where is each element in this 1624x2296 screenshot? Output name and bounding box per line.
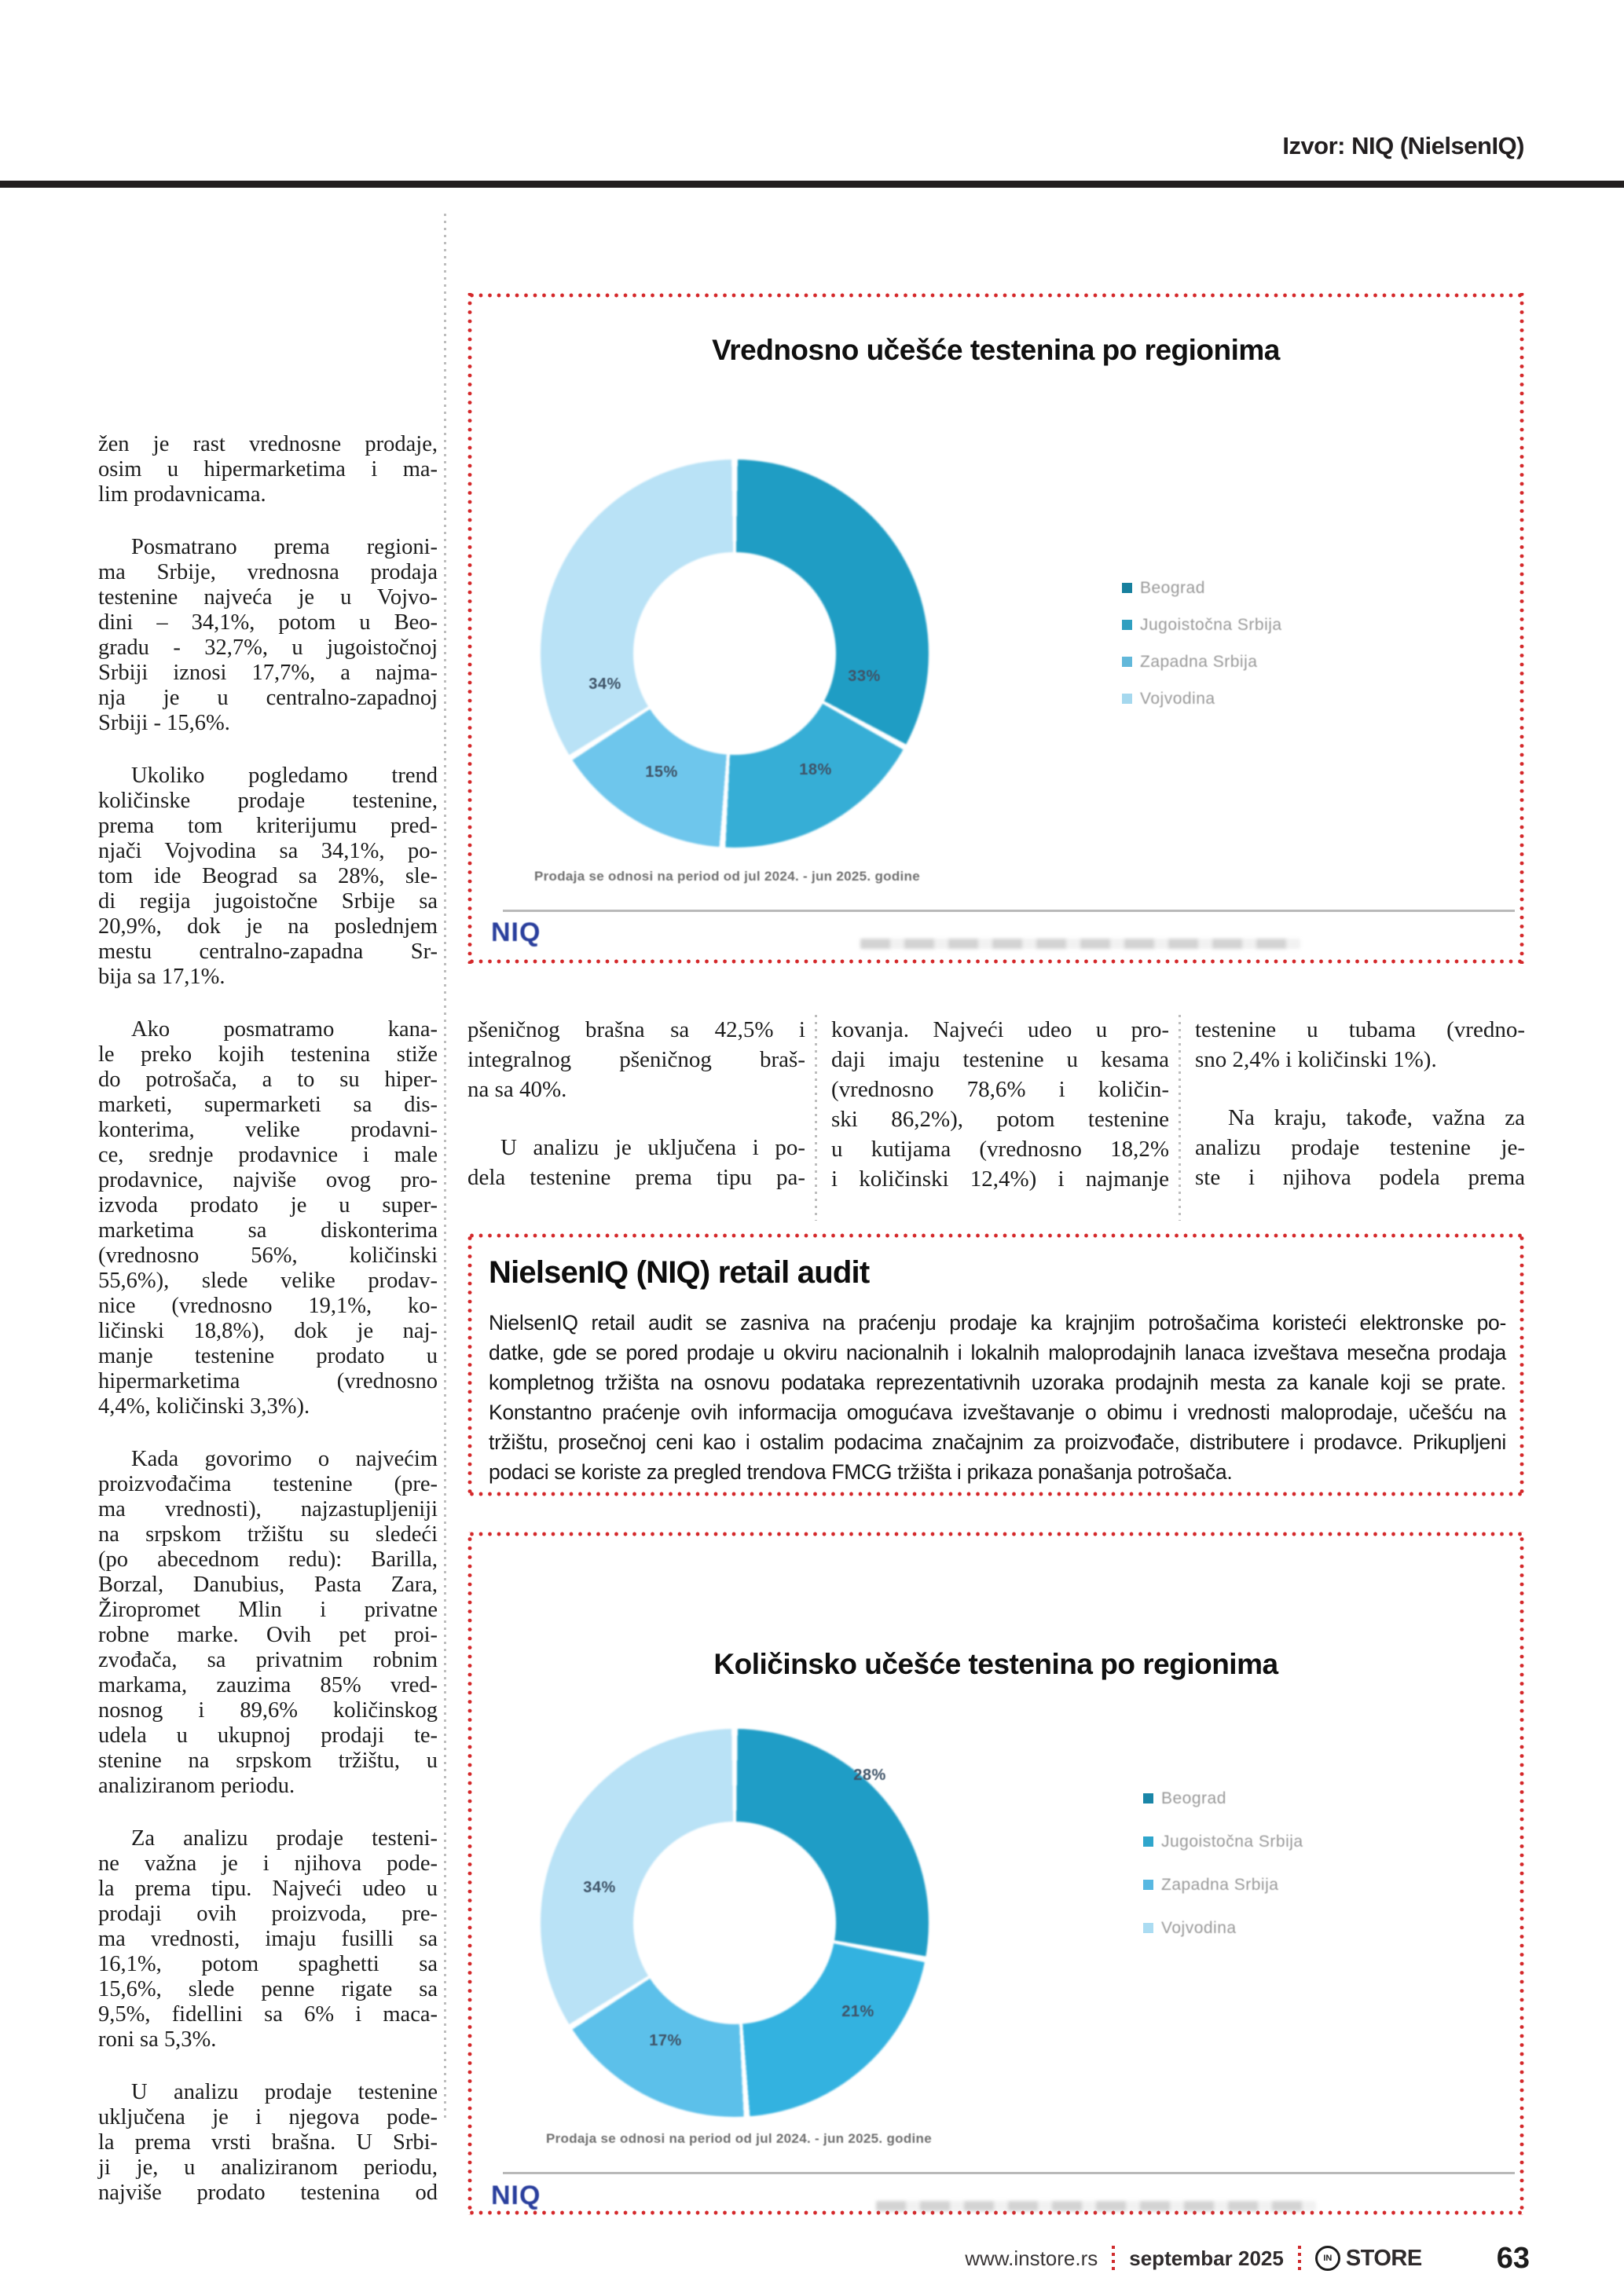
- left-text-column: žen je rast vrednosne prodaje, osim u hipermarketima i ma- lim prodavnicama. Posmatrano prema regioni- ma Srbije, vrednosna prodaja testenine najveća je u Vojvo- dini – 34,1%, potom u Beo- gradu - 32,7%, u jugoistočnoj Srbiji iznosi 17,7%, a najma- nja je u centralno-zapadnoj Srbiji - 15,6%. Ukoliko pogledamo trend količinske prodaje testenine, prema tom kriterijumu pred- njači Vojvodina sa 34,1%, po- tom ide Beograd sa 28%, sle- di regija jugoistočne Srbije sa 20,9%, dok je na poslednjem mestu centralno-zapadna Sr- bija sa 17,1%. Ako posmatramo kana- le preko kojih testenina stiže do potrošača, a to su hiper- marketi, supermarketi sa dis- konterima, velike prodavni- ce, srednje prodavnice i male prodavnice, najviše ovog pro- izvoda prodato je u super- marketima sa diskonterima (vrednosno 56%, količinski 55,6%), slede velike prodav- nice (vrednosno 19,1%, ko- ličinski 18,8%), dok je naj- manje testenine prodato u hipermarketima (vrednosno 4,4%, količinski 3,3%). Kada govorimo o najvećim proizvođačima testenine (pre- ma vrednosti), najzastupljeniji na srpskom tržištu su sledeći (po abecednom redu): Barilla, Borzal, Danubius, Pasta Zara, Žiropromet Mlin i privatne robne marke. Ovih pet proi- zvođača, sa privatnim robnim markama, zauzima 85% vred- nosnog i 89,6% količinskog udela u ukupnoj prodaji te- stenine na srpskom tržištu, u analiziranom periodu. Za analizu prodaje testeni- ne važna je i njihova pode- la prema tipu. Najveći udeo u prodaji ovih proizvoda, pre- ma vrednosti, imaju fusilli sa 16,1%, potom spaghetti sa 15,6%, slede penne rigate sa 9,5%, fidellini sa 6% i maca- roni sa 5,3%. U analizu prodaje testenine uključena je i njegova pode- la prema vrsti brašna. U Srbi- ji je, u analiziranom periodu, najviše prodato testenina od: [98, 432, 438, 2205]
- chart-title: Vrednosno učešće testenina po regionima: [712, 334, 1280, 366]
- legend-swatch: [1122, 694, 1132, 704]
- legend-item: [1122, 643, 1282, 680]
- footer-red-dotted-separator: [1298, 2246, 1301, 2271]
- footer-red-dotted-separator: [1112, 2246, 1115, 2271]
- chart-rule: [503, 2172, 1515, 2174]
- page-number: 63: [1496, 2241, 1530, 2275]
- legend-item: [1143, 1906, 1303, 1950]
- dotted-border-bottom: [467, 959, 1524, 964]
- slice-label-jugoistocna: 18%: [799, 761, 832, 778]
- legend-label: Beograd: [1161, 1789, 1226, 1807]
- dotted-border-left: [467, 1233, 472, 1496]
- legend-swatch: [1143, 1923, 1153, 1933]
- legend-label: Vojvodina: [1161, 1918, 1237, 1937]
- legend-item: [1122, 680, 1282, 717]
- instore-logo-store: STORE: [1345, 2245, 1422, 2271]
- slice-label-vojvodina: 34%: [588, 676, 621, 693]
- donut-chart: [541, 460, 929, 848]
- middle-text-column-2: kovanja. Najveći udeo u pro- daji imaju testenine u kesama (vrednosno 78,6% i količin- ski 86,2%), potom testenine u kutijama (vrednosno 18,2% i količinski 12,4%) i najmanje: [831, 1017, 1169, 1192]
- legend-label: Zapadna Srbija: [1140, 652, 1258, 671]
- chart-legend: [1122, 569, 1282, 717]
- source-label: Izvor: NIQ (NielsenIQ): [1282, 132, 1524, 159]
- fine-print-smudge: [860, 939, 1300, 949]
- legend-swatch: [1143, 1836, 1153, 1847]
- legend-item: [1122, 569, 1282, 606]
- header-rule: [0, 181, 1624, 188]
- column-divider: [815, 1015, 817, 1221]
- slice-label-zapadna: 15%: [645, 764, 678, 781]
- niq-logo: NIQ: [491, 2181, 541, 2210]
- legend-swatch: [1122, 620, 1132, 630]
- fine-print-smudge: [876, 2201, 1316, 2211]
- dotted-border-top: [467, 293, 1524, 298]
- column-divider: [1179, 1015, 1181, 1221]
- dotted-border-top: [467, 1233, 1524, 1238]
- dotted-border-right: [1520, 293, 1524, 964]
- dotted-border-right: [1520, 1532, 1524, 2215]
- chart-caption: Prodaja se odnosi na period od jul 2024. - jun 2025. godine: [546, 2131, 932, 2146]
- instore-logo-in-circle: IN: [1315, 2246, 1340, 2271]
- slice-label-beograd: 28%: [853, 1767, 886, 1784]
- legend-swatch: [1122, 657, 1132, 667]
- volume-share-chart-box: [467, 1532, 1524, 2215]
- dotted-border-top: [467, 1532, 1524, 1536]
- dotted-border-bottom: [467, 1492, 1524, 1496]
- niq-logo: NIQ: [491, 917, 541, 947]
- dotted-border-right: [1520, 1233, 1524, 1496]
- legend-label: Jugoistočna Srbija: [1161, 1832, 1303, 1851]
- instore-logo: [1315, 2246, 1422, 2272]
- donut-hole: [633, 552, 836, 755]
- column-divider: [444, 214, 446, 2122]
- audit-box-title: NielsenIQ (NIQ) retail audit: [489, 1255, 870, 1290]
- legend-item: [1143, 1820, 1303, 1863]
- value-share-chart-box: [467, 293, 1524, 964]
- legend-swatch: [1143, 1880, 1153, 1890]
- dotted-border-left: [467, 293, 472, 964]
- chart-legend: [1143, 1777, 1303, 1950]
- slice-label-beograd: 33%: [848, 668, 881, 685]
- chart-title: Količinsko učešće testenina po regionima: [713, 1648, 1278, 1680]
- legend-swatch: [1143, 1793, 1153, 1803]
- legend-label: Jugoistočna Srbija: [1140, 615, 1282, 634]
- middle-text-column-3: testenine u tubama (vredno- sno 2,4% i količinski 1%). Na kraju, takođe, važna za analizu prodaje testenine je- ste i njihova podela prema: [1195, 1017, 1525, 1190]
- nielseniq-audit-box: [467, 1233, 1524, 1496]
- audit-box-body: NielsenIQ retail audit se zasniva na praćenju prodaje ka krajnjim potrošačima koristeći elektronske po- datke, gde se pored prodaje u okviru nacionalnih i lokalnih maloprodajnih lanaca izveštava mesečna prodaja kompletnog tržišta na osnovu podataka reprezentativnih uzoraka prodajnih mesta za kanale koji se prate. Konstantno praćenje ovih informacija omogućava izveštavanje o obimu i vrednosti maloprodaje, učešću na tržištu, prosečnoj ceni kao i ostalim podacima značajnim za proizvođače, distributere i prodavce. Prikupljeni podaci se koriste za pregled trendova FMCG tržišta i prikaza ponašanja potrošača.: [489, 1311, 1506, 1484]
- legend-item: [1122, 606, 1282, 643]
- legend-label: Vojvodina: [1140, 689, 1215, 708]
- dotted-border-left: [467, 1532, 472, 2215]
- slice-label-jugoistocna: 21%: [841, 2003, 874, 2020]
- legend-item: [1143, 1777, 1303, 1820]
- slice-label-vojvodina: 34%: [583, 1879, 616, 1896]
- legend-item: [1143, 1863, 1303, 1906]
- footer-issue: septembar 2025: [1129, 2246, 1284, 2270]
- donut-hole: [633, 1822, 836, 2024]
- middle-text-column-1: pšeničnog brašna sa 42,5% i integralnog pšeničnog braš- na sa 40%. U analizu je uključena i po- dela testenine prema tipu pa-: [467, 1017, 805, 1190]
- chart-rule: [503, 910, 1515, 912]
- chart-caption: Prodaja se odnosi na period od jul 2024. - jun 2025. godine: [534, 869, 920, 884]
- page-footer: [467, 2240, 1530, 2276]
- donut-chart: [541, 1729, 929, 2117]
- footer-site-url: www.instore.rs: [965, 2246, 1098, 2270]
- legend-label: Beograd: [1140, 578, 1205, 597]
- legend-label: Zapadna Srbija: [1161, 1875, 1279, 1894]
- legend-swatch: [1122, 583, 1132, 593]
- slice-label-zapadna: 17%: [649, 2032, 682, 2049]
